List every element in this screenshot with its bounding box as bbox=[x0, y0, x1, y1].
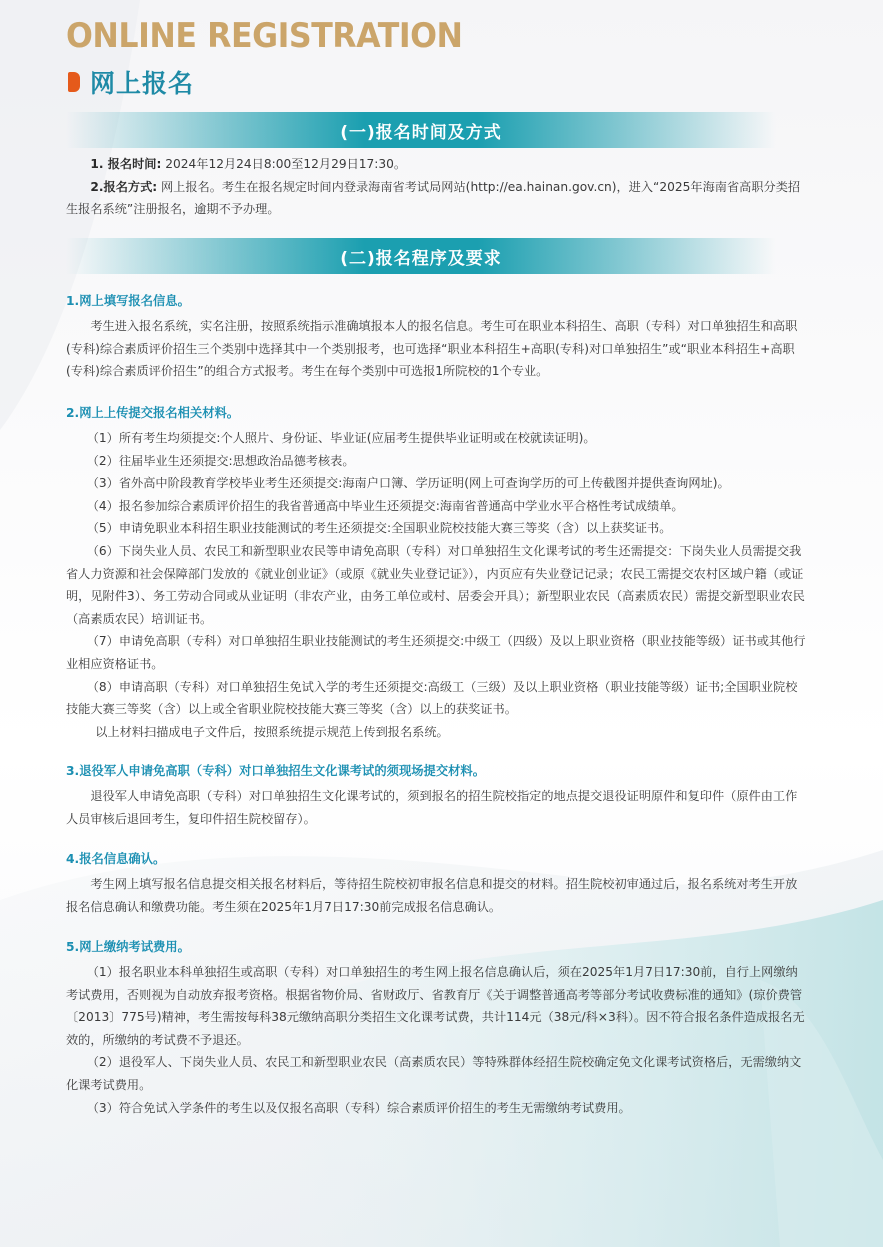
section-banner-time-method bbox=[66, 112, 776, 148]
list-item: （3）省外高中阶段教育学校毕业考生还须提交:海南户口簿、学历证明(网上可查询学历的可上传截图并提供查询网址)。 bbox=[86, 476, 730, 491]
list-item: （6）下岗失业人员、农民工和新型职业农民等申请免高职（专科）对口单独招生文化课考试的考生还需提交：下岗失业人员需提交我省人力资源和社会保障部门发放的《就业创业证》（或原《就业失业登记证》），内页应有失业登记记录；农民工需提交农村区域户籍（或证明，见附件3）、务工劳动合同或从业证明（非农产业，由务工单位或村、居委会开具）；新型职业农民（高素质农民）需提交新型职业农民（高素质农民）培训证书。 bbox=[66, 543, 805, 626]
registration-time bbox=[66, 153, 806, 176]
english-title: ONLINE REGISTRATION bbox=[66, 16, 463, 56]
list-item: （2）往届毕业生还须提交:思想政治品德考核表。 bbox=[86, 453, 355, 468]
section-paragraph: 考生网上填写报名信息提交相关报名材料后，等待招生院校初审报名信息和提交的材料。招生院校初审通过后，报名系统对考生开放报名信息确认和缴费功能。考生须在2025年1月7日17:30前完成报名信息确认。 bbox=[66, 877, 798, 914]
list-item: （8）申请高职（专科）对口单独招生免试入学的考生还须提交:高级工（三级）及以上职业资格（职业技能等级）证书;全国职业院校技能大赛三等奖（含）以上或全省职业院校技能大赛三等奖（含）以上的获奖证书。 bbox=[66, 679, 798, 717]
method-text: 网上报名。考生在报名规定时间内登录海南省考试局网站(http://ea.hainan.gov.cn)，进入“2025年海南省高职分类招生报名系统”注册报名，逾期不予办理。 bbox=[66, 179, 801, 217]
section-1 bbox=[66, 290, 806, 383]
section-3 bbox=[66, 760, 806, 830]
list-item: （1）所有考生均须提交:个人照片、身份证、毕业证(应届考生提供毕业证明或在校就读证明)。 bbox=[86, 431, 596, 445]
list-item: （7）申请免高职（专科）对口单独招生职业技能测试的考生还须提交:中级工（四级）及以上职业资格（职业技能等级）证书或其他行业相应资格证书。 bbox=[66, 634, 806, 671]
chinese-title: 网上报名 bbox=[90, 69, 195, 98]
section-paragraph: 退役军人申请免高职（专科）对口单独招生文化课考试的，须到报名的招生院校指定的地点提交退役证明原件和复印件（原件由工作人员审核后退回考生，复印件招生院校留存）。 bbox=[66, 789, 798, 826]
list-item: （4）报名参加综合素质评价招生的我省普通高中毕业生还须提交:海南省普通高中学业水平合格性考试成绩单。 bbox=[86, 498, 684, 513]
section-2 bbox=[66, 402, 806, 743]
list-item: （2）退役军人、下岗失业人员、农民工和新型职业农民（高素质农民）等特殊群体经招生院校确定免文化课考试资格后，无需缴纳文化课考试费用。 bbox=[66, 1055, 802, 1092]
section-title: 3.退役军人申请免高职（专科）对口单独招生文化课考试的须现场提交材料。 bbox=[66, 764, 486, 778]
section-title: 1.网上填写报名信息。 bbox=[66, 294, 190, 308]
list-item: （1）报名职业本科单独招生或高职（专科）对口单独招生的考生网上报名信息确认后，须在2025年1月7日17:30前，自行上网缴纳考试费用，否则视为自动放弃报考资格。根据省物价局、省财政厅、省教育厅《关于调整普通高考等部分考试收费标准的通知》(琼价费管〔2013〕775号)精神，考生需按每科38元缴纳高职分类招生文化课考试费，共计114元（38元/科×3科）。因不符合报名条件造成报名无效的，所缴纳的考试费不予退还。 bbox=[66, 965, 805, 1047]
section-5 bbox=[66, 936, 806, 1119]
title-marker-icon bbox=[68, 72, 80, 92]
banner-label: (二)报名程序及要求 bbox=[340, 248, 502, 269]
section-title: 4.报名信息确认。 bbox=[66, 852, 166, 866]
section-title: 5.网上缴纳考试费用。 bbox=[66, 940, 190, 954]
registration-method bbox=[66, 176, 806, 221]
chinese-title-row bbox=[68, 66, 194, 98]
section-title: 2.网上上传提交报名相关材料。 bbox=[66, 406, 240, 420]
time-text: 2024年12月24日8:00至12月29日17:30。 bbox=[161, 157, 407, 171]
method-label: 2.报名方式: bbox=[90, 179, 158, 194]
banner-label: (一)报名时间及方式 bbox=[340, 122, 502, 143]
section-banner-procedure bbox=[66, 238, 776, 274]
section-paragraph: 考生进入报名系统，实名注册，按照系统指示准确填报本人的报名信息。考生可在职业本科招生、高职（专科）对口单独招生和高职(专科)综合素质评价招生三个类别中选择其中一个类别报考，也可选择“职业本科招生+高职(专科)对口单独招生”或“职业本科招生+高职(专科)综合素质评价招生”的组合方式报考。考生在每个类别中可选报1所院校的1个专业。 bbox=[66, 319, 798, 379]
list-item: （5）申请免职业本科招生职业技能测试的考生还须提交:全国职业院校技能大赛三等奖（含）以上获奖证书。 bbox=[86, 521, 672, 536]
section-4 bbox=[66, 848, 806, 918]
section-note: 以上材料扫描成电子文件后，按照系统提示规范上传到报名系统。 bbox=[95, 724, 449, 739]
list-item: （3）符合免试入学条件的考生以及仅报名高职（专科）综合素质评价招生的考生无需缴纳考试费用。 bbox=[86, 1100, 631, 1115]
time-method-block bbox=[66, 153, 806, 221]
time-label: 1. 报名时间: bbox=[90, 157, 162, 171]
